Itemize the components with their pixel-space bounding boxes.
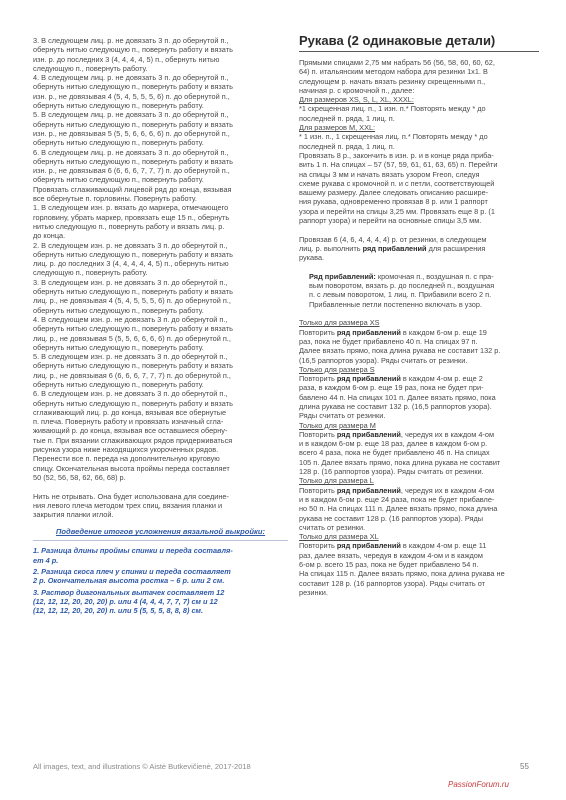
instruction-paragraph: 3. В следующем изн. р. не довязать 3 п. до обернутой п., обернуть нитью следующую п., повернуть работу и вязать лиц. р., не довязывая 4 (5, 4, 5, 5, 5, 6) п. до обернутой п., обернуть нитью следующую п., повернуть работу. <box>33 277 233 315</box>
section-title: Рукава (2 одинаковые детали) <box>299 33 496 48</box>
summary-note-item: 3. Раствор диагональных вытачек составляет 12 (12, 12, 12, 20, 20, 20) р. или 4 (4, 4, 4, 7, 7, 7) см и 12 (12, 12, 12, 20, 20, 20) п. или 5 (5, 5, 5, 8, 8, 8) см. <box>33 587 225 616</box>
text-run: в каждом 6-ом р. еще 19 раз, пока не будет прибавлено 40 п. На спицах 97 п. Далее вязать прямо, пока длина рукава не составит 132 р. (16,5 раппортов узора). Ряды считать от резинки. <box>299 327 501 365</box>
text-run: для расширения рукава. <box>299 243 486 263</box>
copyright-footer: All images, text, and illustrations © Aistė Butkevičienė, 2017-2018 <box>33 762 251 771</box>
summary-note <box>33 527 288 615</box>
watermark: PassionForum.ru <box>448 780 509 789</box>
left-column <box>33 36 288 618</box>
instruction-paragraph: 1. В следующем изн. р. вязать до маркера, отмечающего горловину, убрать маркер, провязать еще 15 п., обернуть нитью следующую п., повернуть работу и вязать лиц. р. до конца. <box>33 203 230 241</box>
text-run: в каждом 4-ом р. еще 11 раз, далее вязать, чередуя в каждом 4-ом и в каждом 6-ом р. всего 15 раз, пока не будет прибавлено 54 п. На спицах 115 п. Далее вязать прямо, пока длина рукава не составит 128 р. (16 раппортов узора). Ряды считать от резинки. <box>299 541 505 597</box>
bold-term: ряд прибавлений <box>336 541 401 551</box>
text-run: , чередуя их в каждом 4-ом и в каждом 6-ом р. еще 18 раз, далее в каждом 6-ом р. всего 4 раза, пока не будет прибавлено 46 п. На спицах 105 п. Далее вязать прямо, пока длина рукава не составит 128 р. (16 раппортов узора). Ряды считать от резинки. <box>299 429 501 477</box>
size-instruction <box>299 486 539 532</box>
instruction-paragraph: 5. В следующем лиц. р. не довязать 3 п. до обернутой п., обернуть нитью следующую п., повернуть работу и вязать изн. р., не довязывая 5 (5, 5, 6, 6, 6, 6) п. до обернутой п., обернуть нитью следующую п., повернуть работу. <box>33 110 233 148</box>
bold-term: ряд прибавлений <box>336 374 401 384</box>
bold-term: Ряд прибавлений: <box>309 271 376 281</box>
instruction-paragraph: Провязать 8 р., закончить в изн. р. и в конце ряда приба- вить 1 п. На спицах – 57 (57, 59, 61, 61, 63, 65) п. Перейти на спицы 3 мм и начать вязать узором Freon, следуя схеме рукава с кромочной п. и с петли, соответствующей вашему размеру. Далее следовать описанию расшире- ния рукава, одновременно провязав 8 р. или 1 раппорт узора и перейти на спицы 3,25 мм. Провязать еще 8 р. (1 раппорт узора) и перейти на основные спицы 3,5 мм. <box>299 150 498 226</box>
text-run: , чередуя их в каждом 4-ом и в каждом 6-ом р. еще 24 раза, пока не будет прибавле- но 50 п. На спицах 111 п. Далее вязать прямо, пока длина рукава не составит 128 р. (16 раппортов узора). Ряды считать от резинки. <box>299 485 498 532</box>
instruction-paragraph: 2. В следующем изн. р. не довязать 3 п. до обернутой п., обернуть нитью следующую п., повернуть работу и вязать лиц. р. до последних 3 (4, 4, 4, 4, 4, 5) п., обернуть нитью следующую п., повернуть работу. <box>33 240 233 278</box>
intro-paragraph: Прямыми спицами 2,75 мм набрать 56 (56, 58, 60, 60, 62, 64) п. итальянским методом набора для резинки 1x1. В следующем р. начать вязать резинку скрещенными п., начиная р. с кромочной п., далее: <box>299 58 495 95</box>
instruction-paragraph: 4. В следующем изн. р. не довязать 3 п. до обернутой п., обернуть нитью следующую п., повернуть работу и вязать лиц. р., не довязывая 5 (5, 5, 6, 6, 6, 6) п. до обернутой п., обернуть нитью следующую п., повернуть работу. <box>33 314 233 352</box>
size-label: Только для размера L <box>299 476 374 486</box>
text-run: Провязав 6 (4, 6, 4, 4, 4, 4) р. от резинки, в следующем лиц. р. выполнить <box>299 234 487 253</box>
bold-term: ряд прибавлений <box>336 485 401 495</box>
closing-paragraph: Нить не отрывать. Она будет использована для соедине- ния левого плеча методом трех спиц, вязания планки и закрытия планки иглой. <box>33 491 229 520</box>
size-label: Только для размера XS <box>299 318 380 328</box>
size-instruction: *1 скрещенная лиц. п., 1 изн. п.* Повторять между * до последней п. ряда, 1 лиц. п. <box>299 104 486 123</box>
size-instruction <box>299 430 539 476</box>
bold-term: ряд прибавлений <box>362 243 427 253</box>
text-run: в каждом 4-ом р. еще 2 раза, в каждом 6-ом р. еще 19 раз, пока не будет при- бавлено 44 п. На спицах 101 п. Далее вязать прямо, пока длина рукава не составит 132 р. (16,5 раппортов узора). Ряды считать от резинки. <box>299 374 496 421</box>
increase-intro-paragraph <box>299 235 539 263</box>
size-label: Только для размера M <box>299 420 376 430</box>
summary-note-item: 2. Разница скоса плеч у спинки и переда составляет 2 р. Окончательная высота ростка – 6 р. или 2 см. <box>33 567 231 586</box>
text-run: Повторить <box>299 327 337 337</box>
divider <box>33 540 288 541</box>
right-column <box>299 33 539 597</box>
instruction-paragraph: 6. В следующем изн. р. не довязать 3 п. до обернутой п., обернуть нитью следующую п., повернуть работу и вязать сглаживающий лиц. р. до конца, вязывая все обернутые п. плеча. Повернуть работу и провязать изначный сгла- живающий р. до конца, вязывая все оставшиеся оберну- тые п. При вязании сглаживающих рядов придерживаться рисунка узора ниже находящихся укороченных рядов. Перенести все п. переда на дополнительную круговую спицу. Окончательная высота проймы переда составляет 50 (52, 56, 58, 62, 66, 68) р. <box>33 389 233 482</box>
bold-term: ряд прибавлений <box>336 327 401 337</box>
page-number: 55 <box>520 762 529 771</box>
text-run: Повторить <box>299 541 337 551</box>
size-label: Только для размера S <box>299 364 375 374</box>
size-instruction <box>299 541 539 597</box>
text-run: Повторить <box>299 485 337 495</box>
text-run: кромочная п., воздушная п. с пра- вым поворотом, вязать р. до последней п., воздушная п. с левым поворотом, 1 лиц. п. Прибавили всего 2 п. Прибавленные петли постепенно включать в узор. <box>309 271 495 309</box>
size-label: Только для размера XL <box>299 532 379 542</box>
instruction-paragraph: 4. В следующем лиц. р. не довязать 3 п. до обернутой п., обернуть нитью следующую п., повернуть работу и вязать изн. р., не довязывая 4 (5, 4, 5, 5, 5, 6) п. до обернутой п., обернуть нитью следующую п., повернуть работу. <box>33 73 233 111</box>
instruction-paragraph: 6. В следующем лиц. р. не довязать 3 п. до обернутой п., обернуть нитью следующую п., повернуть работу и вязать изн. р., не довязывая 6 (6, 6, 6, 7, 7, 7) п. до обернутой п., обернуть нитью следующую п., повернуть работу. Провязать сглаживающий лицевой ряд до конца, вязывая все обернутые п. горловины. Повернуть работу. <box>33 147 233 204</box>
size-instruction: * 1 изн. п., 1 скрещенная лиц. п.* Повторять между * до последней п. ряда, 1 лиц. п. <box>299 132 488 151</box>
instruction-paragraph: 5. В следующем изн. р. не довязать 3 п. до обернутой п., обернуть нитью следующую п., повернуть работу и вязать лиц. р., не довязывая 6 (6, 6, 6, 7, 7, 7) п. до обернутой п., обернуть нитью следующую п., повернуть работу. <box>33 352 233 389</box>
size-instruction <box>299 374 539 420</box>
text-run: Повторить <box>299 429 337 439</box>
increase-row-definition <box>299 272 539 309</box>
summary-note-item: 1. Разница длины проймы спинки и переда составля- ет 4 р. <box>33 546 233 565</box>
size-label: Для размеров XS, S, L, XL, XXXL: <box>299 95 414 105</box>
instruction-paragraph: 3. В следующем лиц. р. не довязать 3 п. до обернутой п., обернуть нитью следующую п., повернуть работу и вязать изн. р. до последних 3 (4, 4, 4, 4, 5) п., обернуть нитью следующую п., повернуть работу. <box>33 36 233 73</box>
text-run: Повторить <box>299 374 337 384</box>
summary-note-title: Подведение итогов усложнения вязальной выкройки: <box>55 527 266 537</box>
bold-term: ряд прибавлений <box>336 429 401 439</box>
size-label: Для размеров M, XXL: <box>299 123 376 133</box>
divider <box>299 51 539 52</box>
size-instruction <box>299 328 539 365</box>
